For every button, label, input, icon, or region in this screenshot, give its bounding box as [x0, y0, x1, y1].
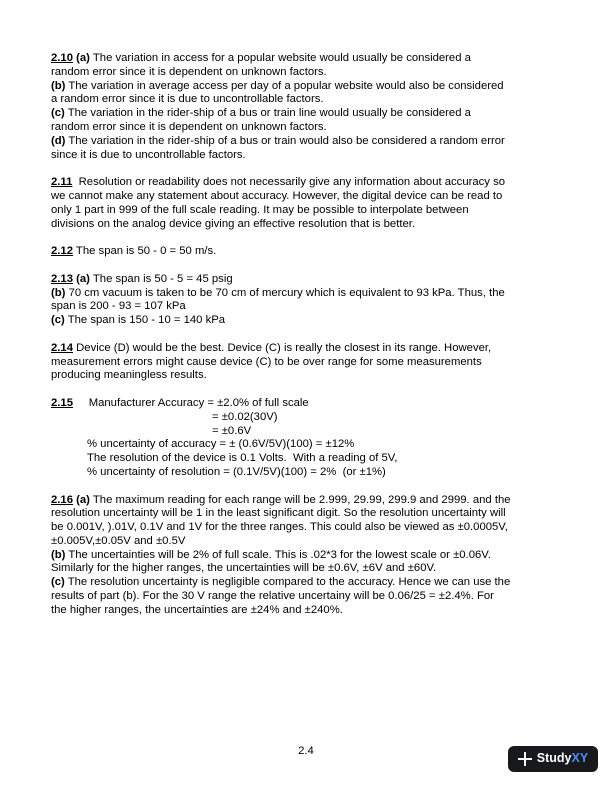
part-label: (d)	[51, 134, 66, 147]
text-line: = ±0.02(30V)	[212, 410, 278, 423]
problem-number: 2.11	[51, 176, 73, 189]
text-line: Similarly for the higher ranges, the uncertainties will be ±0.6V, ±6V and ±60V.	[51, 562, 437, 575]
part-label: (b)	[51, 79, 66, 92]
problem-number: 2.14	[51, 341, 73, 354]
brand-logo-text: StudyXY	[536, 751, 589, 766]
text-line: 2.11 Resolution or readability does not necessarily give any information about accuracy so	[51, 176, 506, 189]
part-label: (b)	[51, 286, 66, 299]
text-line: random error since it is dependent on unknown factors.	[51, 65, 327, 78]
problem-number: 2.12	[51, 245, 73, 258]
page-number: 2.4	[298, 745, 314, 757]
part-label: (c)	[51, 576, 65, 589]
text-line: (c) The variation in the rider-ship of a bus or train line would usually be considered a	[51, 107, 471, 120]
document-body	[51, 52, 571, 631]
text-line: (d) The variation in the rider-ship of a bus or train would also be considered a random error	[51, 134, 505, 147]
text-line: results of part (b). For the 30 V range the relative uncertainy will be 0.06/25 = ±2.4%. For	[51, 590, 494, 603]
problem-2-10	[51, 52, 571, 162]
text-line: 2.12 The span is 50 - 0 = 50 m/s.	[51, 245, 217, 258]
text-line: 2.15 Manufacturer Accuracy = ±2.0% of full scale	[51, 396, 309, 409]
part-label: (a)	[76, 272, 90, 285]
problem-2-15	[51, 397, 571, 480]
text-line: random error since it is dependent on unknown factors.	[51, 120, 327, 133]
part-label: (a)	[76, 493, 90, 506]
text-line: a random error since it is due to uncontrollable factors.	[51, 93, 324, 106]
problem-number: 2.13	[51, 272, 73, 285]
text-line: (c) The resolution uncertainty is negligible compared to the accuracy. Hence we can use the	[51, 576, 511, 589]
text-line: % uncertainty of resolution = (0.1V/5V)(100) = 2% (or ±1%)	[87, 465, 386, 478]
problem-2-16	[51, 494, 571, 618]
text-line: 2.10 (a) The variation in access for a popular website would usually be considered a	[51, 52, 471, 64]
text-line: 2.13 (a) The span is 50 - 5 = 45 psig	[51, 272, 233, 285]
studyxy-badge[interactable]	[508, 746, 598, 772]
part-label: (a)	[76, 52, 90, 64]
text-line: (b) The variation in average access per day of a popular website would also be considered	[51, 79, 504, 92]
problem-number: 2.10	[51, 52, 73, 64]
problem-2-11	[51, 176, 571, 231]
text-line: divisions on the analog device giving an effective resolution that is better.	[51, 217, 416, 230]
text-line: % uncertainty of accuracy = ± (0.6V/5V)(100) = ±12%	[87, 438, 355, 451]
text-line: = ±0.6V	[212, 424, 252, 437]
text-line: 2.16 (a) The maximum reading for each range will be 2.999, 29.99, 299.9 and 2999. and the	[51, 493, 511, 506]
text-line: only 1 part in 999 of the full scale reading. It may be possible to interpolate between	[51, 203, 469, 216]
text-line: resolution uncertainty will be 1 in the least significant digit. So the resolution uncertainty will	[51, 507, 506, 520]
part-label: (c)	[51, 314, 65, 327]
text-line: measurement errors might cause device (C) to be over range for some measurements	[51, 355, 482, 368]
text-line: ±0.005V,±0.05V and ±0.5V	[51, 534, 186, 547]
problem-2-13	[51, 273, 571, 328]
text-line: producing meaningless results.	[51, 369, 207, 382]
text-line: the higher ranges, the uncertainties are ±24% and ±240%.	[51, 603, 343, 616]
part-label: (b)	[51, 548, 66, 561]
problem-number: 2.16	[51, 493, 73, 506]
problem-2-12	[51, 245, 571, 259]
part-label: (c)	[51, 107, 65, 120]
plus-icon	[518, 752, 532, 766]
text-line: span is 200 - 93 = 107 kPa	[51, 300, 186, 313]
text-line: (b) The uncertainties will be 2% of full scale. This is .02*3 for the lowest scale or ±0.06V.	[51, 548, 491, 561]
text-line: we cannot make any statement about accuracy. However, the digital device can be read to	[51, 189, 503, 202]
text-line: The resolution of the device is 0.1 Volts. With a reading of 5V,	[87, 452, 398, 465]
text-line: be 0.001V, ).01V, 0.1V and 1V for the three ranges. This could also be viewed as ±0.0005V,	[51, 521, 508, 534]
text-line: since it is due to uncontrollable factors.	[51, 148, 246, 161]
text-line: 2.14 Device (D) would be the best. Device (C) is really the closest in its range. However,	[51, 341, 492, 354]
problem-2-14	[51, 342, 571, 383]
problem-number: 2.15	[51, 396, 73, 409]
text-line: (c) The span is 150 - 10 = 140 kPa	[51, 314, 226, 327]
text-line: (b) 70 cm vacuum is taken to be 70 cm of mercury which is equivalent to 93 kPa. Thus, the	[51, 286, 505, 299]
